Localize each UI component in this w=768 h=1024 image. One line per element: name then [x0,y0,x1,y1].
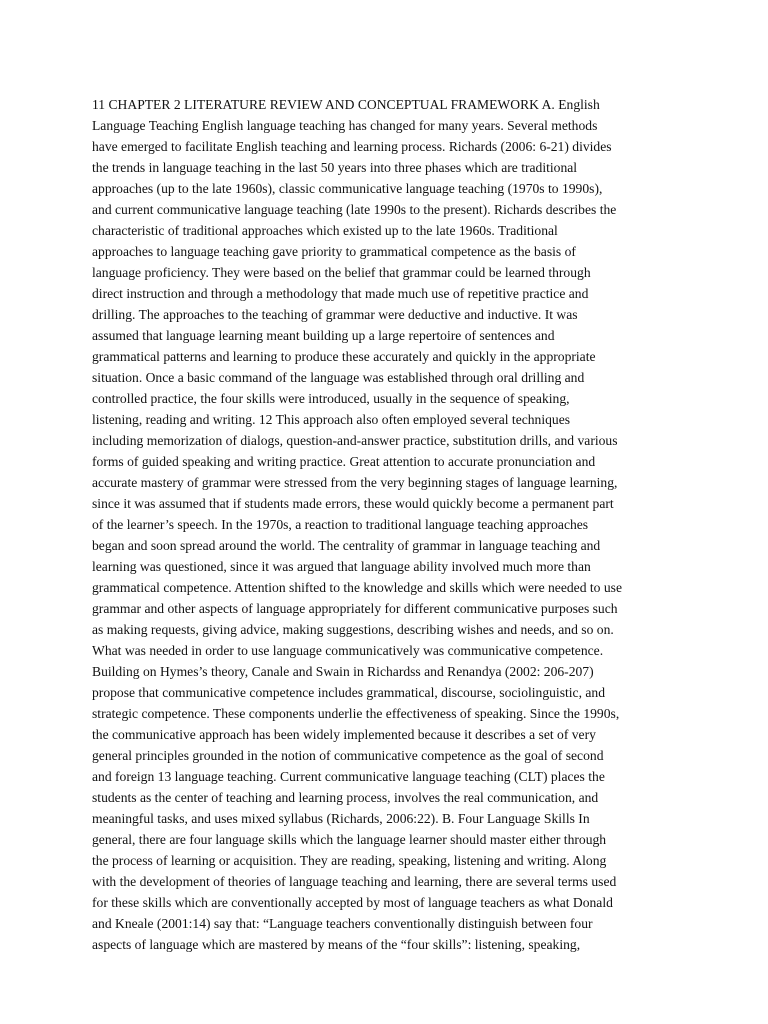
text-line: strategic competence. These components underlie the effectiveness of speaking. Since the 1990s, [92,706,620,721]
text-line: and foreign 13 language teaching. Current communicative language teaching (CLT) places the [92,769,605,784]
body-text [92,94,692,955]
text-line: forms of guided speaking and writing practice. Great attention to accurate pronunciation and [92,454,596,469]
text-line: grammatical patterns and learning to produce these accurately and quickly in the appropriate [92,349,596,364]
text-line: began and soon spread around the world. The centrality of grammar in language teaching and [92,538,601,553]
text-line: Language Teaching English language teaching has changed for many years. Several methods [92,118,598,133]
text-line: the communicative approach has been widely implemented because it describes a set of very [92,727,596,742]
text-line: the process of learning or acquisition. They are reading, speaking, listening and writing. Along [92,853,607,868]
text-line: of the learner’s speech. In the 1970s, a reaction to traditional language teaching approaches [92,517,589,532]
text-line: grammatical competence. Attention shifted to the knowledge and skills which were needed to use [92,580,622,595]
text-line: have emerged to facilitate English teaching and learning process. Richards (2006: 6-21) divides [92,139,612,154]
text-line: Building on Hymes’s theory, Canale and Swain in Richardss and Renandya (2002: 206-207) [92,664,594,679]
text-line: with the development of theories of language teaching and learning, there are several terms used [92,874,617,889]
text-line: approaches (up to the late 1960s), classic communicative language teaching (1970s to 1990s), [92,181,603,196]
text-line: direct instruction and through a methodology that made much use of repetitive practice and [92,286,589,301]
text-line: general principles grounded in the notion of communicative competence as the goal of second [92,748,604,763]
text-line: students as the center of teaching and learning process, involves the real communication, and [92,790,599,805]
text-line: accurate mastery of grammar were stressed from the very beginning stages of language learning, [92,475,618,490]
text-line: the trends in language teaching in the last 50 years into three phases which are traditional [92,160,578,175]
text-line: characteristic of traditional approaches which existed up to the late 1960s. Traditional [92,223,558,238]
text-line: controlled practice, the four skills were introduced, usually in the sequence of speaking, [92,391,570,406]
text-line: since it was assumed that if students made errors, these would quickly become a permanent part [92,496,614,511]
text-line: and current communicative language teaching (late 1990s to the present). Richards describes the [92,202,617,217]
text-line: and Kneale (2001:14) say that: “Language teachers conventionally distinguish between four [92,916,593,931]
text-line: including memorization of dialogs, question-and-answer practice, substitution drills, and various [92,433,618,448]
text-line: What was needed in order to use language communicatively was communicative competence. [92,643,604,658]
text-line: as making requests, giving advice, making suggestions, describing wishes and needs, and so on. [92,622,614,637]
text-line: meaningful tasks, and uses mixed syllabus (Richards, 2006:22). B. Four Language Skills In [92,811,590,826]
text-line: learning was questioned, since it was argued that language ability involved much more than [92,559,591,574]
text-line: for these skills which are conventionally accepted by most of language teachers as what Donald [92,895,613,910]
text-line: propose that communicative competence includes grammatical, discourse, sociolinguistic, and [92,685,606,700]
text-line: aspects of language which are mastered by means of the “four skills”: listening, speaking, [92,937,581,952]
text-line: 11 CHAPTER 2 LITERATURE REVIEW AND CONCEPTUAL FRAMEWORK A. English [92,97,600,112]
text-line: grammar and other aspects of language appropriately for different communicative purposes such [92,601,618,616]
text-line: general, there are four language skills which the language learner should master either through [92,832,607,847]
text-line: assumed that language learning meant building up a large repertoire of sentences and [92,328,555,343]
text-line: language proficiency. They were based on the belief that grammar could be learned through [92,265,591,280]
text-line: drilling. The approaches to the teaching of grammar were deductive and inductive. It was [92,307,578,322]
text-line: approaches to language teaching gave priority to grammatical competence as the basis of [92,244,576,259]
text-line: situation. Once a basic command of the language was established through oral drilling and [92,370,585,385]
text-line: listening, reading and writing. 12 This approach also often employed several techniques [92,412,571,427]
